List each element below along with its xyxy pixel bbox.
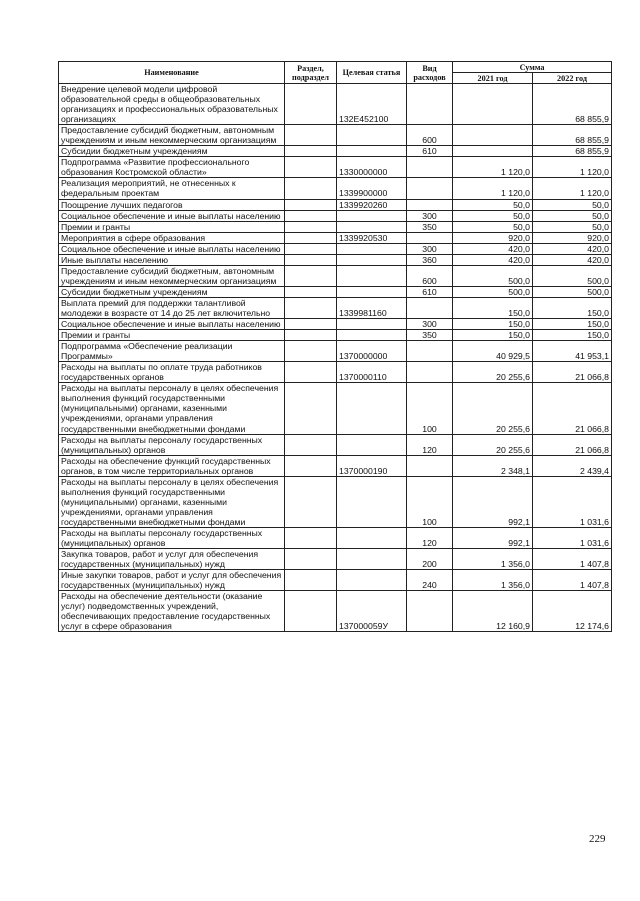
cell-sum-2021: 150,0 (453, 330, 533, 341)
table-row (59, 125, 612, 146)
cell-razdel (285, 178, 337, 199)
cell-celevaya (337, 570, 407, 591)
cell-razdel (285, 210, 337, 221)
cell-celevaya: 1339981160 (337, 297, 407, 318)
cell-name: Иные выплаты населению (59, 254, 285, 265)
budget-table (58, 61, 612, 632)
table-row (59, 146, 612, 157)
cell-name: Субсидии бюджетным учреждениям (59, 286, 285, 297)
cell-sum-2021 (453, 125, 533, 146)
table-row (59, 210, 612, 221)
cell-vid (407, 362, 453, 383)
cell-vid (407, 341, 453, 362)
cell-razdel (285, 265, 337, 286)
cell-sum-2021 (453, 146, 533, 157)
cell-name: Мероприятия в сфере образования (59, 232, 285, 243)
cell-name: Социальное обеспечение и иные выплаты населению (59, 319, 285, 330)
cell-vid: 240 (407, 570, 453, 591)
cell-celevaya: 1370000110 (337, 362, 407, 383)
header-summa: Сумма (453, 62, 612, 73)
cell-vid: 610 (407, 286, 453, 297)
table-row (59, 243, 612, 254)
table-row (59, 383, 612, 434)
cell-sum-2021: 50,0 (453, 199, 533, 210)
cell-celevaya: 137000059У (337, 591, 407, 632)
cell-sum-2021: 50,0 (453, 210, 533, 221)
cell-celevaya (337, 286, 407, 297)
cell-vid (407, 591, 453, 632)
cell-razdel (285, 286, 337, 297)
cell-sum-2021: 500,0 (453, 265, 533, 286)
cell-sum-2022: 41 953,1 (533, 341, 612, 362)
cell-name: Премии и гранты (59, 330, 285, 341)
cell-razdel (285, 527, 337, 548)
cell-vid: 600 (407, 265, 453, 286)
cell-vid (407, 232, 453, 243)
cell-sum-2022: 1 031,6 (533, 527, 612, 548)
cell-name: Расходы на выплаты персоналу государственных (муниципальных) органов (59, 434, 285, 455)
cell-sum-2022: 21 066,8 (533, 383, 612, 434)
cell-razdel (285, 341, 337, 362)
header-celevaya: Целевая статья (337, 62, 407, 84)
cell-name: Расходы на выплаты персоналу государственных (муниципальных) органов (59, 527, 285, 548)
cell-sum-2021: 20 255,6 (453, 434, 533, 455)
cell-celevaya (337, 549, 407, 570)
cell-name: Иные закупки товаров, работ и услуг для обеспечения государственных (муниципальных) нужд (59, 570, 285, 591)
cell-sum-2022: 1 407,8 (533, 570, 612, 591)
table-row (59, 330, 612, 341)
cell-sum-2021: 40 929,5 (453, 341, 533, 362)
cell-razdel (285, 383, 337, 434)
cell-vid: 100 (407, 476, 453, 527)
cell-celevaya (337, 243, 407, 254)
table-row (59, 362, 612, 383)
table-row (59, 570, 612, 591)
cell-razdel (285, 157, 337, 178)
cell-vid: 120 (407, 434, 453, 455)
cell-sum-2022: 12 174,6 (533, 591, 612, 632)
cell-vid: 300 (407, 319, 453, 330)
table-row (59, 434, 612, 455)
cell-vid (407, 199, 453, 210)
cell-razdel (285, 362, 337, 383)
cell-sum-2021 (453, 84, 533, 125)
cell-name: Расходы на обеспечение деятельности (оказание услуг) подведомственных учреждений, обеспечивающих предоставление государственных услуг в сфере образования (59, 591, 285, 632)
cell-sum-2021: 992,1 (453, 527, 533, 548)
cell-razdel (285, 570, 337, 591)
cell-name: Субсидии бюджетным учреждениям (59, 146, 285, 157)
cell-name: Расходы на выплаты персоналу в целях обеспечения выполнения функций государственными (муниципальными) органами, казенными учреждениями, органами управления государственными внебюджетными фондами (59, 383, 285, 434)
table-row (59, 341, 612, 362)
cell-celevaya (337, 319, 407, 330)
table-row (59, 84, 612, 125)
cell-vid: 120 (407, 527, 453, 548)
cell-vid (407, 455, 453, 476)
cell-name: Закупка товаров, работ и услуг для обеспечения государственных (муниципальных) нужд (59, 549, 285, 570)
cell-celevaya: 1370000000 (337, 341, 407, 362)
cell-vid: 600 (407, 125, 453, 146)
header-vid: Вид расходов (407, 62, 453, 84)
cell-sum-2022: 1 120,0 (533, 157, 612, 178)
cell-name: Выплата премий для поддержки талантливой молодежи в возрасте от 14 до 25 лет включительно (59, 297, 285, 318)
cell-sum-2021: 500,0 (453, 286, 533, 297)
cell-celevaya (337, 434, 407, 455)
cell-sum-2021: 992,1 (453, 476, 533, 527)
cell-razdel (285, 319, 337, 330)
cell-vid: 200 (407, 549, 453, 570)
cell-vid: 610 (407, 146, 453, 157)
cell-vid (407, 157, 453, 178)
cell-sum-2022: 50,0 (533, 210, 612, 221)
cell-sum-2022: 920,0 (533, 232, 612, 243)
cell-vid (407, 84, 453, 125)
cell-vid: 300 (407, 243, 453, 254)
cell-celevaya: 1339920260 (337, 199, 407, 210)
cell-sum-2021: 920,0 (453, 232, 533, 243)
cell-name: Социальное обеспечение и иные выплаты населению (59, 210, 285, 221)
cell-sum-2021: 420,0 (453, 254, 533, 265)
cell-sum-2021: 150,0 (453, 319, 533, 330)
cell-celevaya (337, 476, 407, 527)
cell-name: Подпрограмма «Обеспечение реализации Программы» (59, 341, 285, 362)
cell-celevaya: 132Е452100 (337, 84, 407, 125)
cell-razdel (285, 476, 337, 527)
cell-sum-2021: 20 255,6 (453, 362, 533, 383)
cell-sum-2021: 1 120,0 (453, 178, 533, 199)
cell-celevaya (337, 254, 407, 265)
table-body (59, 84, 612, 632)
cell-razdel (285, 84, 337, 125)
cell-vid: 350 (407, 330, 453, 341)
table-row (59, 476, 612, 527)
cell-sum-2022: 150,0 (533, 319, 612, 330)
table-row (59, 232, 612, 243)
cell-razdel (285, 297, 337, 318)
table-row (59, 286, 612, 297)
cell-sum-2022: 68 855,9 (533, 125, 612, 146)
header-year-2022: 2022 год (533, 73, 612, 84)
cell-celevaya (337, 221, 407, 232)
cell-sum-2022: 21 066,8 (533, 434, 612, 455)
cell-sum-2021: 1 120,0 (453, 157, 533, 178)
cell-sum-2021: 20 255,6 (453, 383, 533, 434)
cell-name: Расходы на выплаты по оплате труда работников государственных органов (59, 362, 285, 383)
table-row (59, 549, 612, 570)
cell-sum-2022: 50,0 (533, 199, 612, 210)
cell-razdel (285, 455, 337, 476)
cell-sum-2022: 68 855,9 (533, 84, 612, 125)
cell-celevaya: 1330000000 (337, 157, 407, 178)
cell-sum-2022: 420,0 (533, 243, 612, 254)
table-row (59, 178, 612, 199)
table-row (59, 319, 612, 330)
cell-sum-2022: 150,0 (533, 297, 612, 318)
cell-celevaya (337, 330, 407, 341)
cell-name: Предоставление субсидий бюджетным, автономным учреждениям и иным некоммерческим организациям (59, 265, 285, 286)
cell-razdel (285, 146, 337, 157)
cell-vid: 300 (407, 210, 453, 221)
cell-sum-2021: 2 348,1 (453, 455, 533, 476)
cell-sum-2022: 1 407,8 (533, 549, 612, 570)
cell-name: Поощрение лучших педагогов (59, 199, 285, 210)
cell-celevaya: 1339920530 (337, 232, 407, 243)
cell-vid (407, 297, 453, 318)
header-name: Наименование (59, 62, 285, 84)
cell-name: Социальное обеспечение и иные выплаты населению (59, 243, 285, 254)
cell-razdel (285, 254, 337, 265)
cell-razdel (285, 221, 337, 232)
cell-razdel (285, 434, 337, 455)
cell-name: Предоставление субсидий бюджетным, автономным учреждениям и иным некоммерческим организациям (59, 125, 285, 146)
table-row (59, 199, 612, 210)
cell-name: Расходы на выплаты персоналу в целях обеспечения выполнения функций государственными (муниципальными) органами, казенными учреждениями, органами управления государственными внебюджетными фондами (59, 476, 285, 527)
header-razdel: Раздел, подраздел (285, 62, 337, 84)
cell-sum-2022: 500,0 (533, 286, 612, 297)
cell-sum-2022: 2 439,4 (533, 455, 612, 476)
cell-sum-2021: 12 160,9 (453, 591, 533, 632)
cell-name: Внедрение целевой модели цифровой образовательной среды в общеобразовательных организациях и профессиональных образовательных организациях (59, 84, 285, 125)
table-row (59, 157, 612, 178)
cell-celevaya (337, 125, 407, 146)
cell-razdel (285, 591, 337, 632)
cell-sum-2021: 50,0 (453, 221, 533, 232)
cell-razdel (285, 125, 337, 146)
cell-sum-2022: 1 031,6 (533, 476, 612, 527)
table-row (59, 455, 612, 476)
cell-vid: 100 (407, 383, 453, 434)
cell-name: Подпрограмма «Развитие профессионального образования Костромской области» (59, 157, 285, 178)
cell-sum-2021: 420,0 (453, 243, 533, 254)
cell-sum-2022: 21 066,8 (533, 362, 612, 383)
cell-celevaya (337, 265, 407, 286)
cell-celevaya: 1370000190 (337, 455, 407, 476)
cell-sum-2021: 1 356,0 (453, 570, 533, 591)
header-year-2021: 2021 год (453, 73, 533, 84)
cell-celevaya (337, 210, 407, 221)
cell-name: Реализация мероприятий, не отнесенных к федеральным проектам (59, 178, 285, 199)
cell-celevaya (337, 383, 407, 434)
cell-vid: 360 (407, 254, 453, 265)
cell-celevaya (337, 146, 407, 157)
cell-name: Премии и гранты (59, 221, 285, 232)
table-row (59, 265, 612, 286)
page-number: 229 (589, 833, 606, 845)
cell-razdel (285, 243, 337, 254)
cell-sum-2021: 150,0 (453, 297, 533, 318)
cell-razdel (285, 199, 337, 210)
cell-sum-2022: 50,0 (533, 221, 612, 232)
cell-sum-2022: 1 120,0 (533, 178, 612, 199)
cell-sum-2022: 420,0 (533, 254, 612, 265)
table-row (59, 254, 612, 265)
cell-razdel (285, 330, 337, 341)
table-row (59, 527, 612, 548)
cell-sum-2022: 68 855,9 (533, 146, 612, 157)
cell-vid: 350 (407, 221, 453, 232)
cell-sum-2022: 150,0 (533, 330, 612, 341)
cell-celevaya: 1339900000 (337, 178, 407, 199)
table-row (59, 297, 612, 318)
table-row (59, 221, 612, 232)
cell-sum-2022: 500,0 (533, 265, 612, 286)
cell-razdel (285, 232, 337, 243)
cell-razdel (285, 549, 337, 570)
cell-vid (407, 178, 453, 199)
cell-name: Расходы на обеспечение функций государственных органов, в том числе территориальных органов (59, 455, 285, 476)
cell-celevaya (337, 527, 407, 548)
table-row (59, 591, 612, 632)
cell-sum-2021: 1 356,0 (453, 549, 533, 570)
